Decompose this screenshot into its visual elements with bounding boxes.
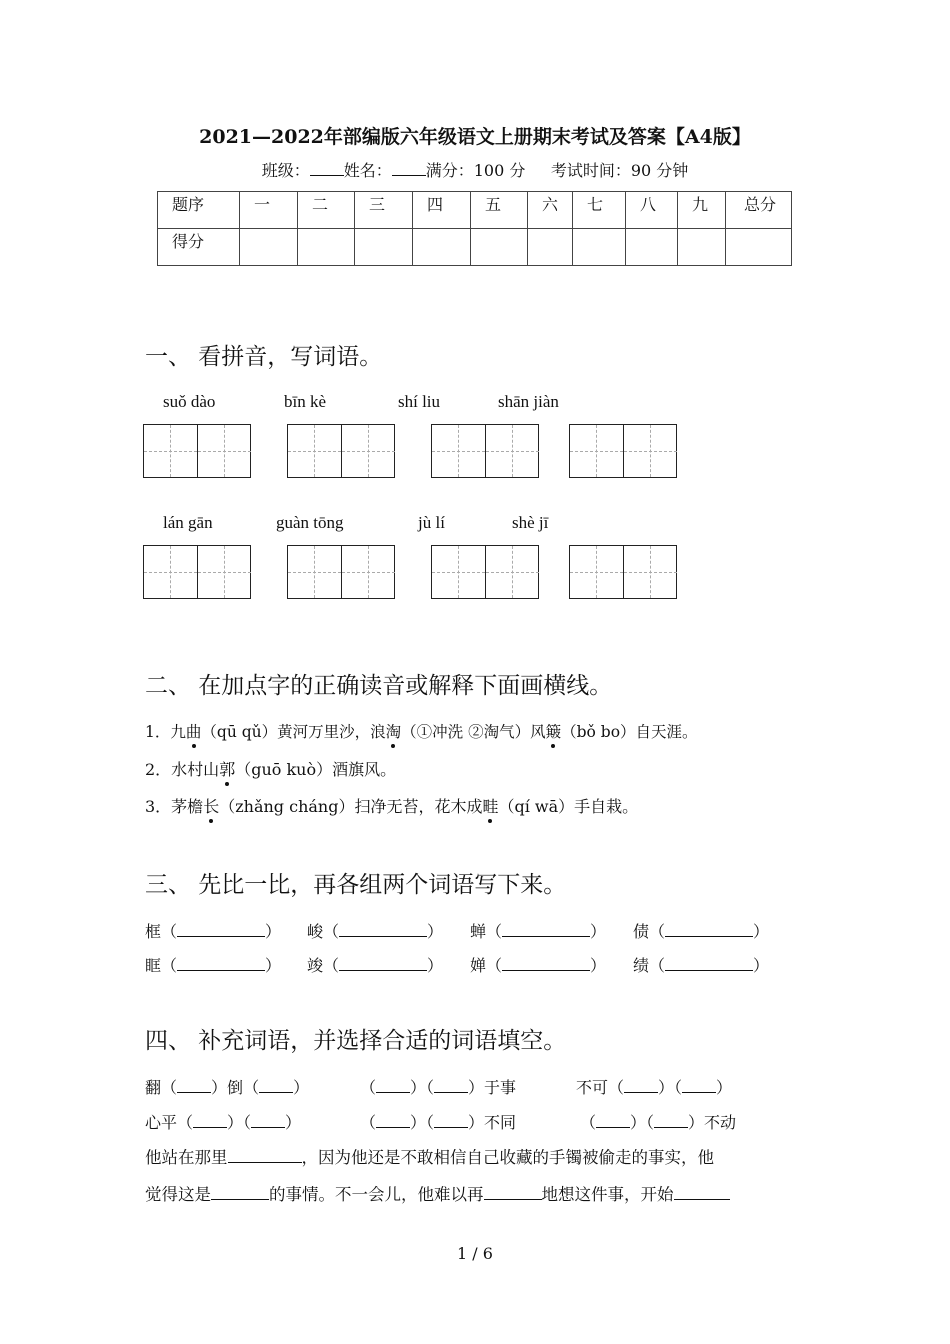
score-cell[interactable]: [355, 229, 413, 266]
idiom-row: 心平（ ）（ ）: [145, 1113, 302, 1132]
table-cell: 五: [471, 192, 528, 229]
table-cell: 四: [413, 192, 471, 229]
pinyin-label: shè jī: [512, 513, 549, 532]
pinyin-label: bīn kè: [284, 392, 327, 411]
table-cell: 七: [573, 192, 626, 229]
score-cell[interactable]: [626, 229, 678, 266]
score-cell[interactable]: [528, 229, 573, 266]
writing-grid[interactable]: [143, 545, 251, 599]
section-2-heading: 二、 在加点字的正确读音或解释下面画横线。: [145, 673, 613, 699]
score-cell[interactable]: [573, 229, 626, 266]
section-4-heading: 四、 补充词语，并选择合适的词语填空。: [145, 1028, 567, 1054]
paragraph-line: 他站在那里 ，因为他还是不敢相信自己收藏的手镯被偷走的事实，他: [145, 1148, 714, 1167]
table-cell: 一: [240, 192, 298, 229]
table-cell: 六: [528, 192, 573, 229]
writing-grid[interactable]: [569, 545, 677, 599]
writing-grid[interactable]: [569, 424, 677, 478]
table-cell: 得分: [158, 229, 240, 266]
score-cell[interactable]: [678, 229, 726, 266]
question-line: 2．水村山郭（guō kuò）酒旗风。: [145, 757, 396, 780]
answer-blank[interactable]: [376, 1078, 410, 1093]
answer-blank[interactable]: [654, 1113, 688, 1128]
score-cell[interactable]: [240, 229, 298, 266]
compare-item: 绩（ ）: [633, 956, 770, 975]
answer-blank[interactable]: [674, 1185, 730, 1200]
answer-blank[interactable]: [376, 1113, 410, 1128]
paragraph-line: 觉得这是 的事情。不一会儿，他难以再 地想这件事，开始: [145, 1181, 730, 1205]
score-cell[interactable]: [298, 229, 355, 266]
compare-item: 框（ ）: [145, 922, 282, 941]
class-label: 班级：: [261, 161, 310, 180]
exam-info: [0, 158, 950, 181]
pinyin-label: jù lí: [418, 513, 445, 532]
score-table: [157, 191, 792, 266]
full-score: 满分：100 分: [425, 161, 526, 180]
table-cell: 九: [678, 192, 726, 229]
section-1-heading: 一、 看拼音，写词语。: [145, 344, 383, 370]
answer-blank[interactable]: [259, 1078, 293, 1093]
score-cell[interactable]: [413, 229, 471, 266]
answer-blank[interactable]: [596, 1113, 630, 1128]
writing-grid[interactable]: [431, 424, 539, 478]
pinyin-label: guàn tōng: [276, 513, 344, 532]
answer-blank[interactable]: [177, 1078, 211, 1093]
answer-blank[interactable]: [193, 1113, 227, 1128]
compare-item: 蝉（ ）: [470, 922, 607, 941]
table-row: [158, 229, 792, 266]
name-blank[interactable]: [392, 161, 426, 176]
writing-grid[interactable]: [287, 545, 395, 599]
answer-blank[interactable]: [624, 1078, 658, 1093]
answer-blank[interactable]: [434, 1113, 468, 1128]
compare-item: 眶（ ）: [145, 956, 282, 975]
idiom-row: （ ）（ ）不同: [360, 1113, 517, 1132]
name-label: 姓名：: [343, 161, 392, 180]
answer-blank[interactable]: [502, 956, 590, 971]
writing-grid[interactable]: [431, 545, 539, 599]
table-cell: 总分: [726, 192, 792, 229]
compare-item: 峻（ ）: [307, 922, 444, 941]
writing-grid[interactable]: [287, 424, 395, 478]
exam-time: 考试时间：90 分钟: [550, 161, 689, 180]
answer-blank[interactable]: [502, 922, 590, 937]
answer-blank[interactable]: [251, 1113, 285, 1128]
class-blank[interactable]: [310, 161, 344, 176]
answer-blank[interactable]: [484, 1185, 542, 1200]
idiom-row: 不可（ ）（ ）: [576, 1078, 733, 1097]
answer-blank[interactable]: [339, 922, 427, 937]
answer-blank[interactable]: [177, 956, 265, 971]
score-cell[interactable]: [471, 229, 528, 266]
table-row: [158, 192, 792, 229]
table-cell: 八: [626, 192, 678, 229]
answer-blank[interactable]: [211, 1185, 269, 1200]
answer-blank[interactable]: [665, 922, 753, 937]
table-cell: 三: [355, 192, 413, 229]
answer-blank[interactable]: [177, 922, 265, 937]
answer-blank[interactable]: [228, 1148, 302, 1163]
idiom-row: （ ）（ ）不动: [580, 1113, 737, 1132]
question-line: 1．九曲（qū qǔ）黄河万里沙，浪淘（①冲洗 ②淘气）风簸（bǒ bo）自天涯。: [145, 720, 698, 742]
page-number: 1 / 6: [457, 1244, 493, 1263]
page-title: 2021—2022年部编版六年级语文上册期末考试及答案【A4版】: [199, 126, 751, 148]
pinyin-label: lán gān: [163, 513, 213, 532]
answer-blank[interactable]: [434, 1078, 468, 1093]
answer-blank[interactable]: [339, 956, 427, 971]
question-line: 3．茅檐长（zhǎng cháng）扫净无苔，花木成畦（qí wā）手自栽。: [145, 794, 638, 817]
pinyin-label: shí liu: [398, 392, 441, 411]
table-cell: 二: [298, 192, 355, 229]
pinyin-label: shān jiàn: [498, 392, 559, 411]
compare-item: 婵（ ）: [470, 956, 607, 975]
compare-item: 债（ ）: [633, 922, 770, 941]
answer-blank[interactable]: [665, 956, 753, 971]
table-cell: 题序: [158, 192, 240, 229]
writing-grid[interactable]: [143, 424, 251, 478]
section-3-heading: 三、 先比一比，再各组两个词语写下来。: [145, 872, 567, 898]
pinyin-label: suǒ dào: [163, 392, 216, 411]
idiom-row: （ ）（ ）于事: [360, 1078, 517, 1097]
answer-blank[interactable]: [682, 1078, 716, 1093]
compare-item: 竣（ ）: [307, 956, 444, 975]
idiom-row: 翻（ ）倒（ ）: [145, 1078, 310, 1097]
score-cell[interactable]: [726, 229, 792, 266]
